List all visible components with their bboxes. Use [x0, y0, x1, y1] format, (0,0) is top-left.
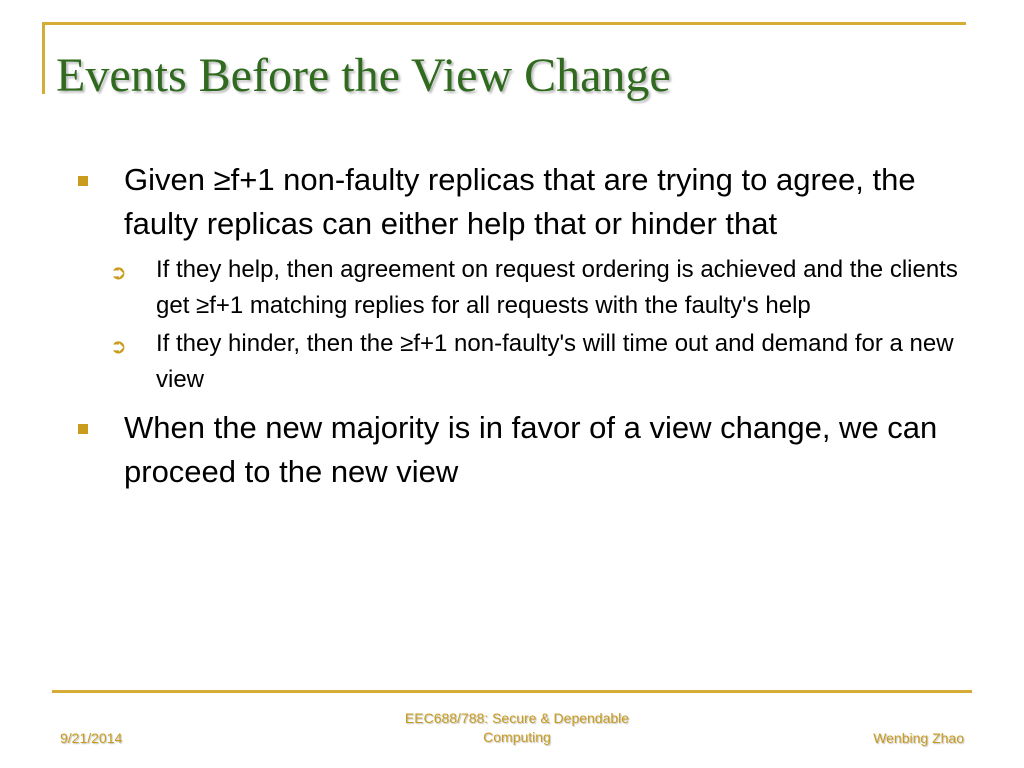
bullet-text: When the new majority is in favor of a view change, we can proceed to the new view: [124, 410, 938, 489]
square-bullet-icon: [78, 176, 88, 186]
footer-author: Wenbing Zhao: [873, 730, 964, 746]
curved-arrow-bullet-icon: ➲: [110, 260, 127, 284]
title-rule-vertical: [42, 22, 45, 94]
slide-body: [72, 158, 982, 500]
sub-bullet-item: [72, 326, 982, 398]
square-bullet-icon: [78, 424, 88, 434]
footer-course-line-1: EEC688/788: Secure & Dependable: [404, 710, 630, 726]
curved-arrow-bullet-icon: ➲: [110, 334, 127, 358]
sub-bullet-text: If they help, then agreement on request ordering is achieved and the clients get ≥f+1 matching replies for all requests with the faulty's help: [156, 256, 958, 319]
sub-bullet-item: [72, 252, 982, 324]
footer-course-title: [362, 709, 672, 747]
footer-rule: [52, 690, 972, 693]
slide-title: Events Before the View Change: [56, 49, 671, 102]
title-rule-horizontal: [42, 22, 966, 25]
bullet-text: Given ≥f+1 non-faulty replicas that are trying to agree, the faulty replicas can either help that or hinder that: [124, 162, 916, 241]
bullet-item: [72, 158, 982, 246]
footer-course-line-2: Computing: [483, 729, 551, 745]
sub-bullet-text: If they hinder, then the ≥f+1 non-faulty's will time out and demand for a new view: [156, 330, 954, 393]
bullet-item: [72, 406, 982, 494]
footer-date: 9/21/2014: [60, 730, 123, 746]
sub-bullet-list: [72, 252, 982, 398]
